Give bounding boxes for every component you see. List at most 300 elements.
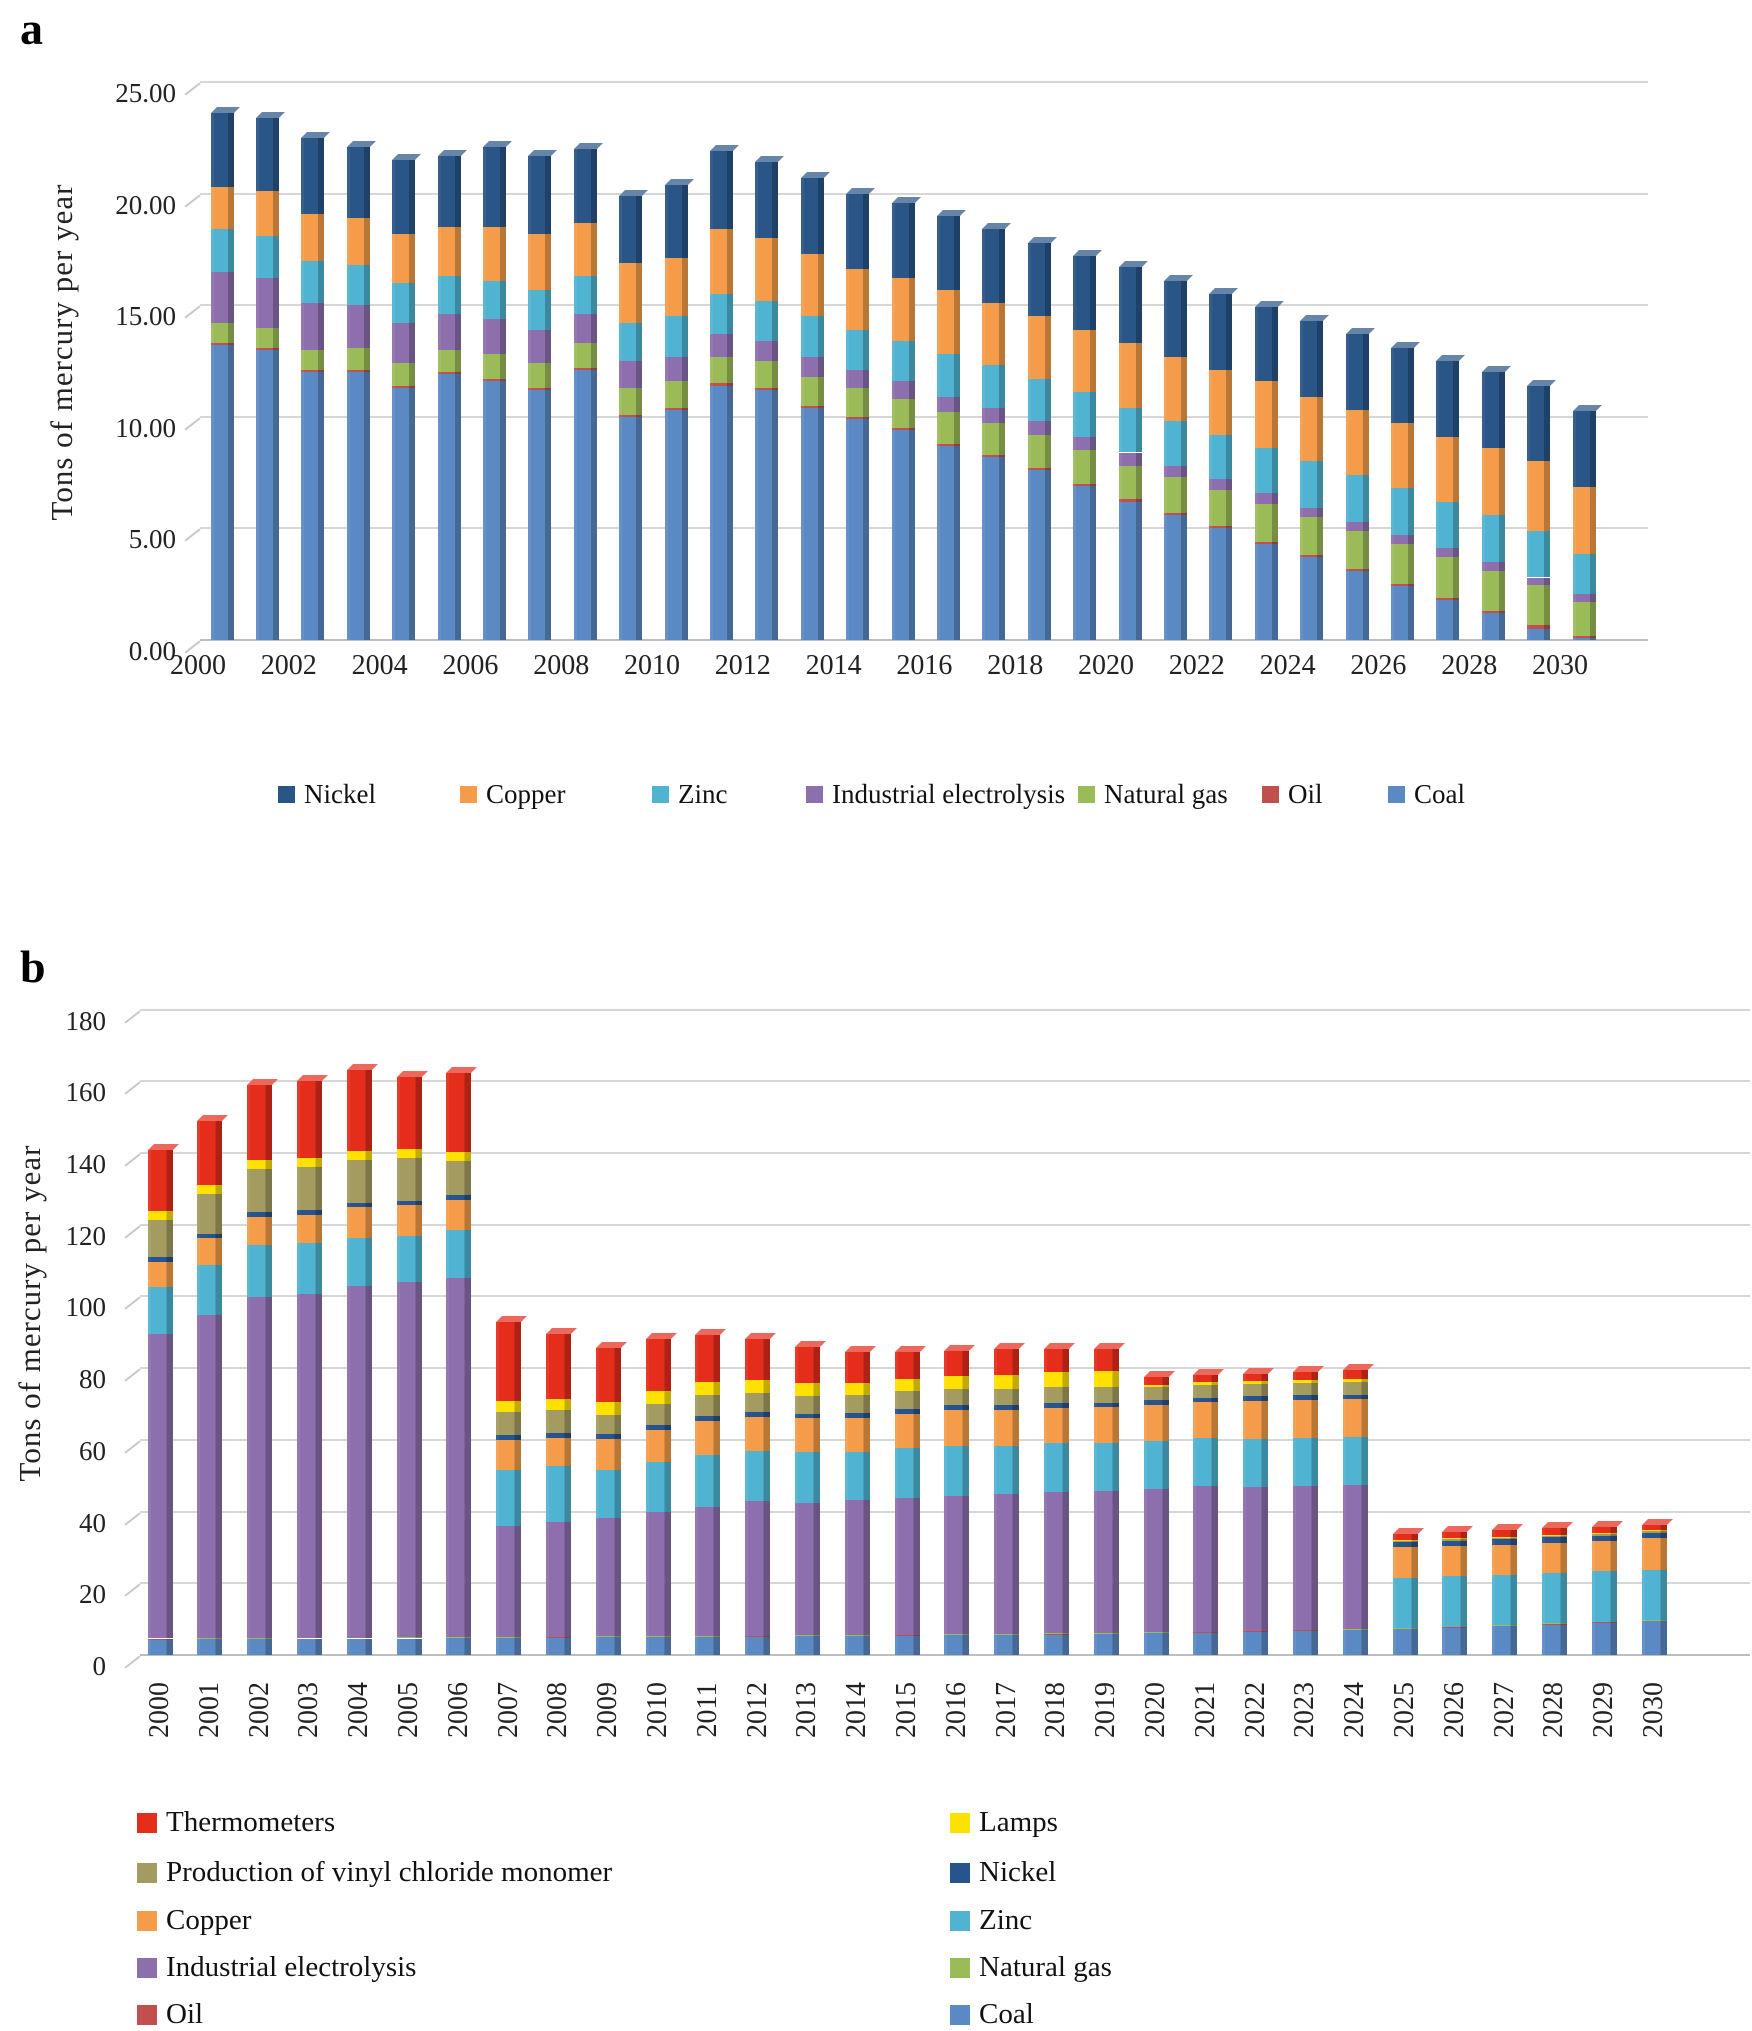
bar-top-face bbox=[1028, 237, 1057, 243]
bar-segment-copper bbox=[1144, 1405, 1169, 1441]
bar-segment-industrial-electrolysis bbox=[483, 319, 506, 355]
bar-segment-copper bbox=[596, 1439, 621, 1469]
bar-segment-nickel bbox=[795, 1414, 820, 1419]
x-tick-label: 2005 bbox=[393, 1664, 425, 1756]
bar-segment-production-of-vinyl-chloride-monomer bbox=[994, 1389, 1019, 1405]
bar-segment-oil bbox=[755, 388, 778, 390]
bar-segment-nickel bbox=[1164, 281, 1187, 357]
bar-segment-industrial-electrolysis bbox=[937, 397, 960, 413]
bar-segment-natural-gas bbox=[1642, 1620, 1667, 1621]
bar-segment-lamps bbox=[297, 1158, 322, 1167]
x-tick-label: 2030 bbox=[1638, 1664, 1670, 1756]
bar-segment-natural-gas bbox=[392, 363, 415, 385]
bar-segment-nickel bbox=[1094, 1403, 1119, 1408]
bar-segment-copper bbox=[846, 269, 869, 329]
bar-segment-lamps bbox=[596, 1402, 621, 1415]
bar-segment-copper bbox=[892, 278, 915, 340]
bar-segment-nickel bbox=[297, 1210, 322, 1215]
bar-segment-nickel bbox=[845, 1413, 870, 1418]
bar-segment-coal bbox=[347, 1639, 372, 1655]
panel-a-label: a bbox=[20, 2, 43, 55]
bar-segment-coal bbox=[892, 430, 915, 640]
x-tick-label: 2010 bbox=[642, 1664, 674, 1756]
bar-segment-coal bbox=[438, 374, 461, 640]
bar-segment-coal bbox=[347, 372, 370, 640]
x-tick-label: 2014 bbox=[841, 1664, 873, 1756]
bar-segment-oil bbox=[1527, 625, 1550, 628]
bar-segment-zinc bbox=[845, 1452, 870, 1500]
bar-segment-coal bbox=[1028, 470, 1051, 640]
bar-segment-nickel bbox=[574, 149, 597, 223]
legend-item-coal bbox=[1388, 779, 1465, 810]
bar-segment-coal bbox=[745, 1637, 770, 1655]
bar-segment-zinc bbox=[1300, 461, 1323, 508]
x-tick-label: 2024 bbox=[1243, 650, 1333, 682]
legend-label-copper: Copper bbox=[486, 779, 565, 810]
bar-segment-natural-gas bbox=[148, 1639, 173, 1640]
bar-segment-coal bbox=[256, 350, 279, 640]
bar-segment-nickel bbox=[1527, 386, 1550, 462]
bar-segment-copper bbox=[1255, 381, 1278, 448]
bar-segment-copper bbox=[795, 1418, 820, 1452]
bar-segment-industrial-electrolysis bbox=[745, 1501, 770, 1635]
bar-segment-zinc bbox=[795, 1452, 820, 1502]
legend-item-natural-gas bbox=[950, 1951, 1112, 1984]
bar-segment-lamps bbox=[546, 1399, 571, 1410]
bar-segment-natural-gas bbox=[1343, 1629, 1368, 1630]
bar-segment-copper bbox=[1573, 487, 1596, 554]
bar-segment-industrial-electrolysis bbox=[1293, 1486, 1318, 1629]
bar-segment-natural-gas bbox=[1436, 557, 1459, 597]
bar-segment-industrial-electrolysis bbox=[301, 303, 324, 350]
bar-segment-oil bbox=[438, 372, 461, 374]
bar-segment-production-of-vinyl-chloride-monomer bbox=[1243, 1384, 1268, 1397]
bar-segment-coal bbox=[1482, 613, 1505, 640]
bar-segment-copper bbox=[1164, 357, 1187, 422]
axis-depth-tick bbox=[124, 1368, 140, 1381]
bar-segment-nickel bbox=[892, 203, 915, 279]
bar-segment-production-of-vinyl-chloride-monomer bbox=[1642, 1531, 1667, 1532]
bar-segment-natural-gas bbox=[755, 361, 778, 388]
bar-segment-oil bbox=[1391, 584, 1414, 586]
bar-segment-production-of-vinyl-chloride-monomer bbox=[944, 1389, 969, 1405]
bar-segment-nickel bbox=[1243, 1396, 1268, 1401]
legend-item-oil bbox=[137, 1998, 203, 2031]
bar-top-face bbox=[994, 1343, 1025, 1349]
bar-segment-coal bbox=[801, 408, 824, 640]
axis-depth-tick bbox=[184, 194, 200, 207]
grid-line bbox=[200, 639, 1648, 641]
legend-swatch-natural-gas bbox=[950, 1958, 970, 1978]
legend-label-lamps: Lamps bbox=[979, 1806, 1058, 1839]
bar-segment-production-of-vinyl-chloride-monomer bbox=[347, 1160, 372, 1203]
bar-segment-coal bbox=[1044, 1635, 1069, 1655]
bar-segment-production-of-vinyl-chloride-monomer bbox=[1193, 1385, 1218, 1398]
bar-segment-natural-gas bbox=[438, 350, 461, 372]
x-tick-label: 2017 bbox=[991, 1664, 1023, 1756]
bar-segment-oil bbox=[574, 368, 597, 370]
bar-segment-thermometers bbox=[397, 1077, 422, 1149]
legend-item-zinc bbox=[950, 1904, 1032, 1937]
bar-segment-nickel bbox=[1044, 1403, 1069, 1408]
bar-segment-nickel bbox=[1343, 1395, 1368, 1400]
grid-line bbox=[140, 1152, 1750, 1154]
bar-segment-lamps bbox=[1492, 1537, 1517, 1538]
bar-segment-industrial-electrolysis bbox=[1028, 421, 1051, 434]
legend-label-industrial-electrolysis: Industrial electrolysis bbox=[166, 1951, 416, 1984]
bar-segment-coal bbox=[528, 390, 551, 640]
bar-segment-production-of-vinyl-chloride-monomer bbox=[745, 1393, 770, 1413]
bar-segment-industrial-electrolysis bbox=[646, 1512, 671, 1636]
bar-segment-coal bbox=[937, 446, 960, 640]
bar-segment-zinc bbox=[944, 1446, 969, 1496]
bar-segment-zinc bbox=[1482, 515, 1505, 562]
bar-top-face bbox=[528, 150, 557, 156]
bar-segment-copper bbox=[1436, 437, 1459, 502]
bar-segment-thermometers bbox=[1293, 1372, 1318, 1380]
bar-segment-industrial-electrolysis bbox=[755, 341, 778, 361]
bar-segment-production-of-vinyl-chloride-monomer bbox=[496, 1412, 521, 1435]
bar-top-face bbox=[438, 150, 467, 156]
bar-segment-production-of-vinyl-chloride-monomer bbox=[1492, 1538, 1517, 1539]
bar-segment-lamps bbox=[1193, 1382, 1218, 1385]
bar-segment-production-of-vinyl-chloride-monomer bbox=[895, 1391, 920, 1409]
x-tick-label: 2023 bbox=[1289, 1664, 1321, 1756]
bar-top-face bbox=[982, 223, 1011, 229]
bar-segment-zinc bbox=[1492, 1575, 1517, 1625]
bar-segment-zinc bbox=[695, 1455, 720, 1507]
axis-depth-tick bbox=[124, 1153, 140, 1166]
bar-segment-copper bbox=[745, 1417, 770, 1451]
bar-segment-nickel bbox=[994, 1405, 1019, 1410]
bar-segment-zinc bbox=[438, 276, 461, 314]
bar-top-face bbox=[301, 132, 330, 138]
bar-segment-coal bbox=[446, 1638, 471, 1655]
bar-segment-copper bbox=[1119, 343, 1142, 408]
bar-segment-natural-gas bbox=[892, 399, 915, 428]
bar-segment-copper bbox=[197, 1238, 222, 1265]
bar-segment-production-of-vinyl-chloride-monomer bbox=[1393, 1541, 1418, 1542]
bar-top-face bbox=[665, 179, 694, 185]
bar-segment-nickel bbox=[392, 160, 415, 234]
bar-segment-copper bbox=[1442, 1546, 1467, 1576]
bar-segment-copper bbox=[256, 191, 279, 236]
bar-top-face bbox=[247, 1079, 278, 1085]
legend-item-copper bbox=[137, 1904, 251, 1937]
bar-segment-natural-gas bbox=[1592, 1622, 1617, 1623]
bar-segment-nickel bbox=[1073, 256, 1096, 330]
bar-segment-lamps bbox=[496, 1401, 521, 1412]
bar-segment-copper bbox=[1094, 1407, 1119, 1443]
bar-segment-zinc bbox=[528, 290, 551, 330]
bar-segment-oil bbox=[256, 348, 279, 350]
legend-swatch-coal bbox=[1388, 786, 1405, 803]
bar-segment-zinc bbox=[148, 1287, 173, 1334]
legend-item-natural-gas bbox=[1078, 779, 1228, 810]
bar-segment-industrial-electrolysis bbox=[528, 330, 551, 363]
bar-segment-zinc bbox=[1094, 1443, 1119, 1491]
x-tick-label: 2020 bbox=[1140, 1664, 1172, 1756]
bar-segment-coal bbox=[755, 390, 778, 640]
bar-segment-zinc bbox=[1592, 1571, 1617, 1621]
bar-segment-coal bbox=[1527, 629, 1550, 640]
grid-line bbox=[200, 304, 1648, 306]
bar-segment-copper bbox=[496, 1440, 521, 1470]
bar-segment-copper bbox=[297, 1215, 322, 1244]
bar-segment-coal bbox=[1442, 1628, 1467, 1655]
axis-depth-tick bbox=[124, 1655, 140, 1668]
bar-segment-oil bbox=[483, 379, 506, 381]
bar-segment-industrial-electrolysis bbox=[148, 1334, 173, 1639]
bar-segment-copper bbox=[528, 234, 551, 290]
bar-segment-coal bbox=[1391, 586, 1414, 640]
bar-segment-zinc bbox=[301, 261, 324, 303]
bar-segment-zinc bbox=[392, 283, 415, 323]
bar-top-face bbox=[546, 1328, 577, 1334]
bar-segment-oil bbox=[1255, 542, 1278, 544]
x-tick-label: 2024 bbox=[1339, 1664, 1371, 1756]
bar-segment-nickel bbox=[937, 216, 960, 290]
bar-segment-zinc bbox=[496, 1470, 521, 1526]
bar-segment-copper bbox=[347, 218, 370, 265]
grid-line bbox=[140, 1295, 1750, 1297]
bar-segment-natural-gas bbox=[347, 1638, 372, 1639]
bar-segment-thermometers bbox=[1094, 1349, 1119, 1371]
y-tick-label: 100 bbox=[0, 1293, 106, 1321]
bar-segment-nickel bbox=[944, 1405, 969, 1410]
bar-segment-coal bbox=[392, 388, 415, 640]
bar-segment-coal bbox=[944, 1635, 969, 1655]
bar-segment-coal bbox=[1592, 1623, 1617, 1655]
bar-segment-nickel bbox=[496, 1435, 521, 1440]
bar-segment-natural-gas bbox=[1300, 517, 1323, 555]
x-tick-label: 2008 bbox=[516, 650, 606, 682]
grid-line bbox=[200, 193, 1648, 195]
bar-segment-zinc bbox=[1255, 448, 1278, 493]
bar-segment-thermometers bbox=[646, 1339, 671, 1391]
bar-segment-industrial-electrolysis bbox=[247, 1297, 272, 1638]
bar-segment-lamps bbox=[1243, 1381, 1268, 1384]
bar-top-face bbox=[1573, 405, 1602, 411]
legend-label-zinc: Zinc bbox=[678, 779, 727, 810]
bar-segment-thermometers bbox=[1642, 1525, 1667, 1530]
y-tick-label: 40 bbox=[0, 1509, 106, 1537]
bar-segment-natural-gas bbox=[496, 1637, 521, 1638]
x-tick-label: 2026 bbox=[1333, 650, 1423, 682]
bar-top-face bbox=[1542, 1522, 1573, 1528]
bar-segment-natural-gas bbox=[546, 1637, 571, 1638]
bar-segment-production-of-vinyl-chloride-monomer bbox=[397, 1158, 422, 1201]
bar-segment-coal bbox=[895, 1636, 920, 1655]
bar-segment-natural-gas bbox=[801, 377, 824, 406]
bar-segment-natural-gas bbox=[1209, 490, 1232, 526]
bar-top-face bbox=[1343, 1364, 1374, 1370]
bar-segment-coal bbox=[301, 372, 324, 640]
bar-top-face bbox=[211, 107, 240, 113]
bar-segment-oil bbox=[710, 383, 733, 385]
bar-top-face bbox=[347, 1064, 378, 1070]
legend-label-oil: Oil bbox=[166, 1998, 203, 2031]
legend-item-coal bbox=[950, 1998, 1034, 2031]
y-tick-label: 160 bbox=[0, 1078, 106, 1106]
bar-segment-coal bbox=[795, 1636, 820, 1655]
axis-depth-tick bbox=[124, 1225, 140, 1238]
bar-segment-natural-gas bbox=[1573, 602, 1596, 635]
bar-segment-industrial-electrolysis bbox=[1164, 466, 1187, 477]
legend-item-production-of-vinyl-chloride-monomer bbox=[137, 1856, 612, 1889]
bar-segment-zinc bbox=[1164, 421, 1187, 466]
bar-segment-coal bbox=[1119, 502, 1142, 640]
bar-segment-production-of-vinyl-chloride-monomer bbox=[1293, 1383, 1318, 1396]
bar-segment-natural-gas bbox=[745, 1636, 770, 1637]
bar-segment-oil bbox=[665, 408, 688, 410]
bar-segment-industrial-electrolysis bbox=[982, 408, 1005, 424]
bar-segment-oil bbox=[846, 417, 869, 419]
bar-segment-natural-gas bbox=[1255, 504, 1278, 542]
bar-top-face bbox=[937, 210, 966, 216]
bar-segment-zinc bbox=[1073, 392, 1096, 437]
bar-segment-thermometers bbox=[1343, 1370, 1368, 1379]
bar-top-face bbox=[801, 172, 830, 178]
bar-segment-copper bbox=[446, 1200, 471, 1230]
bar-top-face bbox=[1492, 1524, 1523, 1530]
bar-top-face bbox=[197, 1115, 228, 1121]
bar-segment-nickel bbox=[665, 185, 688, 259]
y-tick-label: 120 bbox=[0, 1222, 106, 1250]
bar-segment-copper bbox=[301, 214, 324, 261]
bar-segment-industrial-electrolysis bbox=[1119, 453, 1142, 466]
legend-item-nickel bbox=[950, 1856, 1056, 1889]
legend-item-nickel bbox=[278, 779, 376, 810]
bar-segment-copper bbox=[483, 227, 506, 281]
bar-segment-coal bbox=[1642, 1621, 1667, 1655]
bar-top-face bbox=[1393, 1528, 1424, 1534]
bar-segment-natural-gas bbox=[1144, 1632, 1169, 1633]
bar-segment-zinc bbox=[1442, 1576, 1467, 1626]
bar-segment-nickel bbox=[1144, 1400, 1169, 1405]
bar-segment-oil bbox=[528, 388, 551, 390]
axis-depth-tick bbox=[124, 1082, 140, 1095]
bar-segment-nickel bbox=[1209, 294, 1232, 370]
bar-segment-production-of-vinyl-chloride-monomer bbox=[695, 1395, 720, 1417]
bar-segment-natural-gas bbox=[846, 388, 869, 417]
bar-segment-nickel bbox=[301, 138, 324, 214]
bar-segment-nickel bbox=[148, 1257, 173, 1262]
bar-top-face bbox=[895, 1346, 926, 1352]
bar-top-face bbox=[596, 1342, 627, 1348]
bar-top-face bbox=[397, 1071, 428, 1077]
legend-label-nickel: Nickel bbox=[979, 1856, 1056, 1889]
bar-top-face bbox=[1193, 1369, 1224, 1375]
bar-segment-industrial-electrolysis bbox=[892, 381, 915, 399]
y-tick-label: 20.00 bbox=[36, 191, 176, 219]
bar-segment-zinc bbox=[619, 323, 642, 361]
bar-segment-production-of-vinyl-chloride-monomer bbox=[1442, 1539, 1467, 1540]
bar-segment-natural-gas bbox=[646, 1636, 671, 1637]
grid-line bbox=[140, 1080, 1750, 1082]
bar-segment-lamps bbox=[1293, 1380, 1318, 1383]
bar-segment-zinc bbox=[397, 1236, 422, 1283]
bar-segment-oil bbox=[1300, 555, 1323, 557]
bar-segment-natural-gas bbox=[695, 1636, 720, 1637]
x-tick-label: 2007 bbox=[493, 1664, 525, 1756]
bar-segment-industrial-electrolysis bbox=[438, 314, 461, 350]
bar-segment-industrial-electrolysis bbox=[1573, 594, 1596, 602]
bar-segment-natural-gas bbox=[895, 1635, 920, 1636]
bar-segment-nickel bbox=[347, 1203, 372, 1208]
x-tick-label: 2008 bbox=[542, 1664, 574, 1756]
bar-top-face bbox=[446, 1067, 477, 1073]
axis-depth-tick bbox=[184, 529, 200, 542]
x-tick-label: 2028 bbox=[1538, 1664, 1570, 1756]
legend-label-natural-gas: Natural gas bbox=[979, 1951, 1112, 1984]
grid-line bbox=[140, 1224, 1750, 1226]
bar-segment-natural-gas bbox=[1482, 571, 1505, 611]
bar-segment-lamps bbox=[795, 1383, 820, 1396]
bar-segment-nickel bbox=[1119, 267, 1142, 343]
bar-segment-nickel bbox=[438, 156, 461, 227]
bar-segment-nickel bbox=[1391, 348, 1414, 424]
bar-segment-thermometers bbox=[1442, 1532, 1467, 1538]
bar-top-face bbox=[1119, 261, 1148, 267]
bar-segment-copper bbox=[1293, 1400, 1318, 1438]
bar-segment-natural-gas bbox=[1492, 1625, 1517, 1626]
bar-segment-industrial-electrolysis bbox=[596, 1518, 621, 1636]
bar-segment-oil bbox=[801, 406, 824, 408]
bar-segment-industrial-electrolysis bbox=[347, 305, 370, 347]
bar-segment-industrial-electrolysis bbox=[1193, 1486, 1218, 1631]
bar-segment-natural-gas bbox=[197, 1638, 222, 1639]
bar-segment-natural-gas bbox=[596, 1636, 621, 1637]
bar-segment-copper bbox=[247, 1217, 272, 1246]
bar-top-face bbox=[256, 112, 285, 118]
bar-top-face bbox=[695, 1329, 726, 1335]
bar-segment-industrial-electrolysis bbox=[795, 1503, 820, 1636]
bar-segment-nickel bbox=[710, 151, 733, 229]
legend-swatch-thermometers bbox=[137, 1813, 157, 1833]
legend-label-industrial-electrolysis: Industrial electrolysis bbox=[832, 779, 1065, 810]
bar-segment-natural-gas bbox=[1393, 1628, 1418, 1629]
bar-segment-coal bbox=[211, 345, 234, 640]
bar-segment-natural-gas bbox=[574, 343, 597, 368]
legend-swatch-oil bbox=[137, 2005, 157, 2025]
bar-segment-natural-gas bbox=[528, 363, 551, 388]
bar-segment-industrial-electrolysis bbox=[574, 314, 597, 343]
legend-item-zinc bbox=[652, 779, 727, 810]
bar-segment-zinc bbox=[1542, 1573, 1567, 1623]
bar-segment-nickel bbox=[1482, 372, 1505, 448]
legend-swatch-nickel bbox=[950, 1863, 970, 1883]
bar-segment-nickel bbox=[619, 196, 642, 263]
bar-segment-coal bbox=[1293, 1631, 1318, 1655]
axis-depth-tick bbox=[124, 1010, 140, 1023]
bar-top-face bbox=[755, 156, 784, 162]
bar-top-face bbox=[1482, 366, 1511, 372]
bar-segment-copper bbox=[937, 290, 960, 355]
bar-segment-nickel bbox=[846, 194, 869, 270]
bar-segment-nickel bbox=[895, 1409, 920, 1414]
bar-segment-natural-gas bbox=[297, 1638, 322, 1639]
legend-item-copper bbox=[460, 779, 565, 810]
bar-top-face bbox=[574, 143, 603, 149]
bar-segment-oil bbox=[1164, 513, 1187, 515]
bar-segment-industrial-electrolysis bbox=[496, 1526, 521, 1637]
x-tick-label: 2002 bbox=[244, 1664, 276, 1756]
bar-segment-copper bbox=[1592, 1541, 1617, 1571]
bar-segment-lamps bbox=[347, 1151, 372, 1160]
bar-segment-industrial-electrolysis bbox=[1346, 522, 1369, 531]
bar-segment-coal bbox=[1094, 1634, 1119, 1655]
